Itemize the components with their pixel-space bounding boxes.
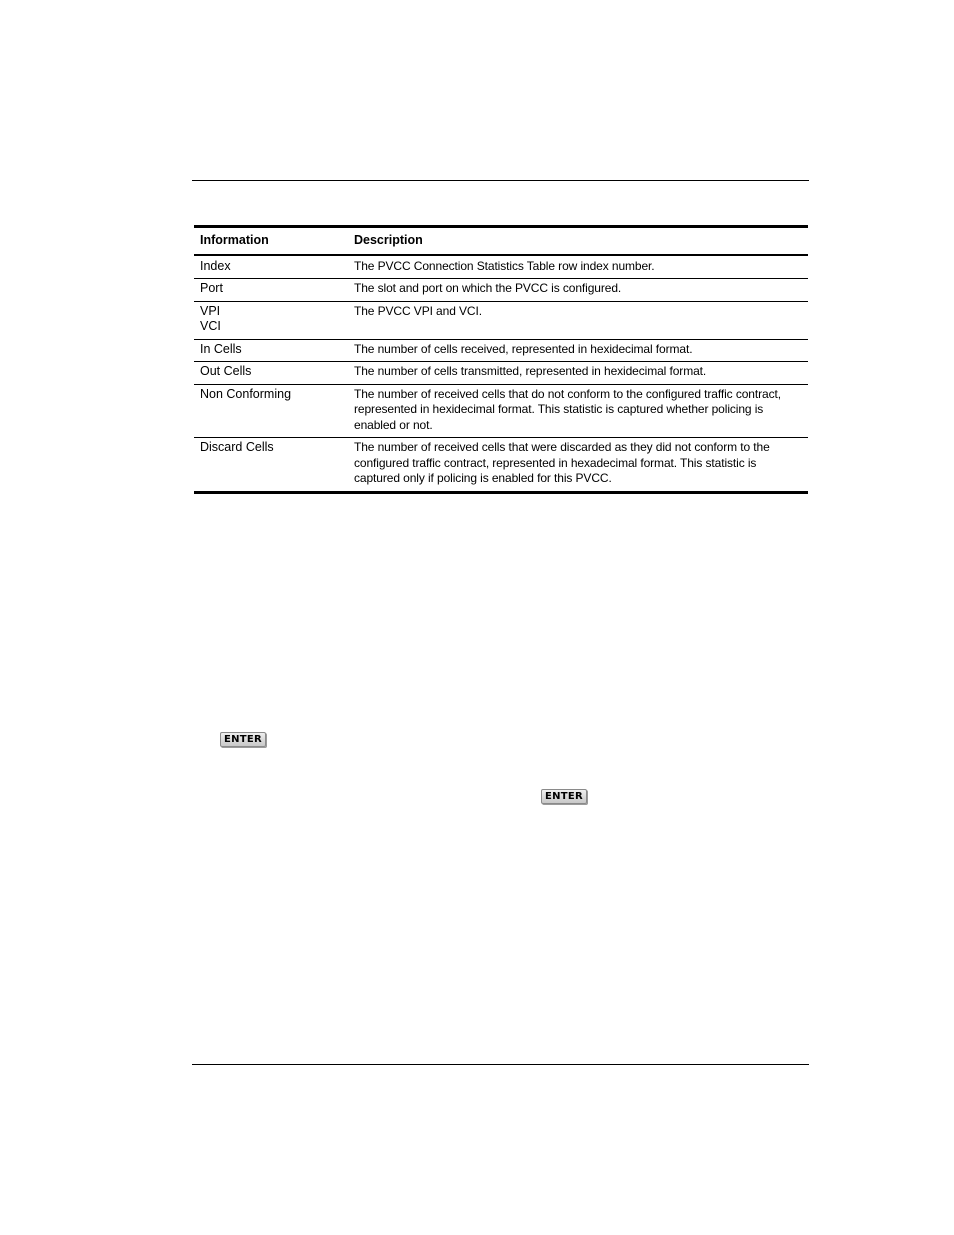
enter-key-icon: ENTER [541, 789, 587, 804]
info-cell: Discard Cells [194, 438, 348, 493]
info-cell: Non Conforming [194, 384, 348, 438]
table-row [194, 255, 808, 279]
info-cell: VPI VCI [194, 301, 348, 339]
description-cell: The number of received cells that were discarded as they did not conform to the configured traffic contract, represented in hexadecimal format. This statistic is captured only if policing is enabled for this PVCC. [348, 438, 808, 493]
info-cell: Out Cells [194, 362, 348, 385]
table-row [194, 339, 808, 362]
description-cell: The number of cells received, represented in hexidecimal format. [348, 339, 808, 362]
table-row [194, 438, 808, 493]
description-cell: The number of cells transmitted, represented in hexidecimal format. [348, 362, 808, 385]
description-cell: The number of received cells that do not conform to the configured traffic contract, represented in hexidecimal format. This statistic is captured whether policing is enabled or not. [348, 384, 808, 438]
table-header-row [194, 227, 808, 255]
header-rule [192, 180, 809, 181]
description-cell: The slot and port on which the PVCC is configured. [348, 279, 808, 302]
info-cell: Port [194, 279, 348, 302]
table-row [194, 301, 808, 339]
statistics-info-table [194, 225, 808, 494]
description-cell: The PVCC VPI and VCI. [348, 301, 808, 339]
table-row [194, 279, 808, 302]
table-row [194, 362, 808, 385]
info-cell: Index [200, 258, 231, 273]
enter-key-icon: ENTER [220, 732, 266, 747]
table-row [194, 384, 808, 438]
column-header-information: Information [194, 227, 348, 255]
footer-rule [192, 1064, 809, 1065]
column-header-description: Description [348, 227, 808, 255]
info-cell: In Cells [194, 339, 348, 362]
description-cell: The PVCC Connection Statistics Table row index number. [354, 258, 655, 273]
